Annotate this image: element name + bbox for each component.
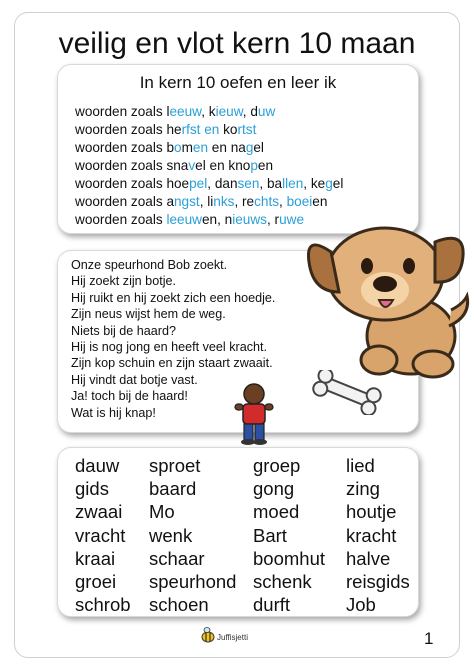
highlighted-sound: ieuws [232, 212, 267, 227]
highlighted-sound: rfst [181, 122, 201, 137]
word-grid-cell: reisgids [346, 570, 410, 592]
intro-heading: In kern 10 oefen en leer ik [139, 73, 337, 92]
word-fragment: el [253, 140, 264, 155]
highlighted-sound: g [245, 140, 254, 155]
word-fragment: en na [208, 140, 246, 155]
word-grid-cell: baard [149, 478, 197, 500]
story-line: Wat is hij knap! [71, 405, 156, 420]
highlighted-sound: sen [237, 176, 260, 191]
highlighted-sound: o [174, 140, 182, 155]
word-fragment: , ba [259, 176, 283, 191]
word-grid-box [57, 447, 419, 617]
word-pattern-line [75, 157, 343, 175]
word-fragment: r [274, 212, 280, 227]
word-pattern-line [75, 175, 343, 193]
word-grid-cell: boomhut [253, 547, 325, 569]
word-fragment: , re [234, 194, 255, 209]
word-fragment: , [279, 194, 287, 209]
story-line: Hij is nog jong en heeft veel kracht. [71, 340, 268, 355]
word-grid-cell: gids [75, 478, 109, 500]
word-grid-cell: schaar [149, 547, 205, 569]
word-fragment: en [257, 158, 274, 173]
word-grid-cell: houtje [346, 501, 397, 523]
word-fragment: en [312, 194, 328, 209]
word-fragment: b [166, 140, 174, 155]
word-grid-cell: zwaai [75, 501, 123, 523]
story-line: Zijn kop schuin en zijn staart zwaait. [71, 356, 273, 371]
word-fragment: hoe [166, 176, 190, 191]
word-grid-cell: Bart [253, 524, 287, 546]
word-fragment: el [332, 176, 344, 191]
word-grid-cell: dauw [75, 455, 120, 476]
highlighted-sound: boei [286, 194, 313, 209]
highlighted-sound: leeuw [166, 212, 202, 227]
word-pattern-prefix: woorden zoals [75, 104, 167, 119]
word-grid-cell: groei [75, 570, 117, 592]
word-pattern-prefix: woorden zoals [75, 140, 167, 155]
word-grid-cell: durft [253, 594, 291, 616]
word-fragment: a [166, 194, 174, 209]
word-pattern-prefix: woorden zoals [75, 212, 167, 227]
highlighted-sound: llen [282, 176, 304, 191]
bee-logo-icon [200, 625, 264, 647]
word-fragment: sna [166, 158, 189, 173]
word-grid-cell: zing [346, 478, 380, 500]
word-fragment: he [166, 122, 182, 137]
highlighted-sound: ieuw [215, 104, 243, 119]
word-fragment: , ke [303, 176, 326, 191]
word-grid-cell: wenk [149, 524, 193, 546]
word-grid-cell: Job [346, 594, 376, 616]
word-fragment: m [181, 140, 193, 155]
highlighted-sound: rtst [237, 122, 257, 137]
word-fragment: , [266, 212, 275, 227]
word-grid-cell: Mo [149, 501, 175, 523]
highlighted-sound: nks [213, 194, 235, 209]
word-pattern-prefix: woorden zoals [75, 194, 167, 209]
word-pattern-line [75, 103, 343, 121]
word-grid-cell: lied [346, 455, 375, 476]
word-fragment: l [166, 104, 170, 119]
highlighted-sound: en [192, 140, 209, 155]
word-fragment: , k [201, 104, 216, 119]
word-grid-cell: kraai [75, 547, 116, 569]
boy-illustration [233, 382, 275, 447]
highlighted-sound: ngst [174, 194, 200, 209]
page-number: 1 [424, 629, 434, 648]
story-line: Onze speurhond Bob zoekt. [71, 258, 228, 272]
word-pattern-line [75, 121, 343, 139]
word-grid-cell: moed [253, 501, 300, 523]
word-grid-cell: schoen [149, 594, 209, 616]
logo-text: Juffisjetti [217, 633, 248, 642]
word-pattern-prefix: woorden zoals [75, 176, 167, 191]
highlighted-sound: chts [254, 194, 280, 209]
word-grid-cell: kracht [346, 524, 397, 546]
word-grid-cell: vracht [75, 524, 126, 546]
story-line: Hij ruikt en hij zoekt zich een hoedje. [71, 290, 276, 305]
word-fragment: en, n [201, 212, 233, 227]
word-fragment: el en kno [195, 158, 251, 173]
word-grid-cell: halve [346, 547, 391, 569]
word-grid-cell: sproet [149, 455, 201, 476]
word-grid-cell: speurhond [149, 570, 237, 592]
dog-illustration [301, 208, 474, 384]
highlighted-sound: p [250, 158, 258, 173]
highlighted-sound: uw [257, 104, 276, 119]
bone-illustration [307, 370, 387, 415]
word-fragment: , d [242, 104, 258, 119]
word-grid-cell: schrob [75, 594, 131, 616]
word-fragment: ko [219, 122, 238, 137]
word-grid-cell: gong [253, 478, 295, 500]
story-line: Hij vindt dat botje vast. [71, 372, 198, 387]
page-title: veilig en vlot kern 10 maan [58, 27, 416, 60]
highlighted-sound: pel [189, 176, 208, 191]
word-fragment: , li [199, 194, 214, 209]
highlighted-sound: eeuw [169, 104, 202, 119]
story-line: Zijn neus wijst hem de weg. [71, 307, 226, 322]
word-grid-cell: groep [253, 455, 301, 476]
story-line: Ja! toch bij de haard! [71, 389, 188, 404]
word-grid-cell: schenk [253, 570, 312, 592]
story-line: Niets bij de haard? [71, 323, 177, 338]
highlighted-sound: uwe [279, 212, 304, 227]
story-line: Hij zoekt zijn botje. [71, 274, 176, 289]
highlighted-sound: en [204, 122, 220, 137]
word-fragment: , dan [207, 176, 238, 191]
word-pattern-line [75, 139, 343, 157]
word-pattern-prefix: woorden zoals [75, 158, 167, 173]
highlighted-sound: v [188, 158, 196, 173]
highlighted-sound: g [325, 176, 333, 191]
word-pattern-prefix: woorden zoals [75, 122, 167, 137]
